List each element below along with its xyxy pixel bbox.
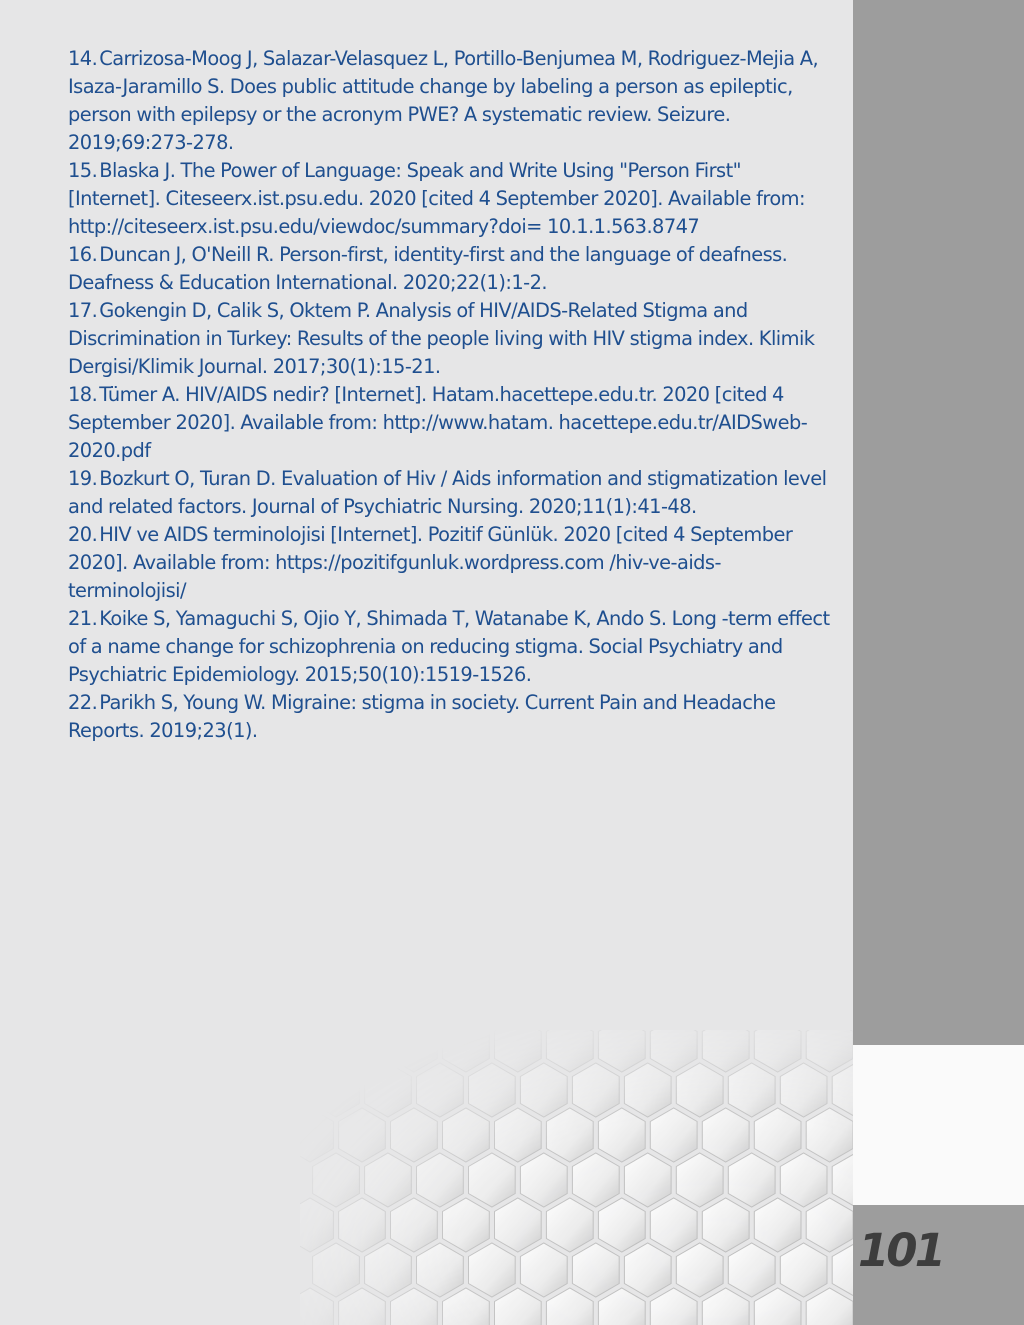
- hexagon-tile: [754, 1108, 801, 1162]
- hexagon-tile: [624, 1243, 671, 1297]
- hexagon-tile: [598, 1198, 645, 1252]
- hexagon-tile: [702, 1288, 749, 1325]
- hexagon-tile: [365, 1153, 412, 1207]
- hexagon-tile: [391, 1030, 438, 1072]
- reference-text: Bozkurt O, Turan D. Evaluation of Hiv / Aids information and stigmatization level and related factors. Journal of Psychiatric Nursing. 2020;11(1):41-48.: [68, 467, 827, 518]
- hexagon-tile: [520, 1063, 567, 1117]
- reference-item: [68, 465, 838, 521]
- hexagon-tile: [546, 1288, 593, 1325]
- hexagon-tile: [495, 1030, 542, 1072]
- hexagon-tile: [469, 1243, 516, 1297]
- reference-text: Gokengin D, Calik S, Oktem P. Analysis of HIV/AIDS-Related Stigma and Discrimination in Turkey: Results of the people living with HIV stigma index. Klimik Dergisi/Klimik Journal. 2017;30(1):15-21.: [68, 299, 815, 378]
- reference-text: Koike S, Yamaguchi S, Ojio Y, Shimada T, Watanabe K, Ando S. Long -term effect of a name change for schizophrenia on reducing stigma. Social Psychiatry and Psychiatric Epidemiology. 2015;50(10):1519-1526.: [68, 607, 830, 686]
- hexagon-tile: [780, 1243, 827, 1297]
- reference-number: 17.: [68, 299, 98, 322]
- reference-number: 20.: [68, 523, 98, 546]
- hexagon-tile: [598, 1288, 645, 1325]
- reference-text: HIV ve AIDS terminolojisi [Internet]. Pozitif Günlük. 2020 [cited 4 September 2020]. Available from: https://pozitifgunluk.wordpress.com /hiv-ve-aids-terminolojisi/: [68, 523, 793, 602]
- hexagon-tile: [702, 1108, 749, 1162]
- hexagon-tile: [546, 1030, 593, 1072]
- sidebar-band-top: [853, 0, 1024, 1045]
- hexagon-tile: [365, 1243, 412, 1297]
- hexagon-tile: [469, 1153, 516, 1207]
- hexagon-tile: [598, 1030, 645, 1072]
- reference-item: [68, 381, 838, 465]
- hexagon-tile: [754, 1198, 801, 1252]
- hexagon-tile: [754, 1030, 801, 1072]
- hexagon-tile: [572, 1063, 619, 1117]
- hexagon-tile: [598, 1108, 645, 1162]
- hexagon-tile: [806, 1288, 853, 1325]
- hexagon-tile: [391, 1108, 438, 1162]
- hexagon-tile: [728, 1243, 775, 1297]
- hexagon-tile: [339, 1108, 386, 1162]
- reference-number: 21.: [68, 607, 98, 630]
- hexagon-tile: [832, 1153, 853, 1207]
- hexagon-tile: [417, 1153, 464, 1207]
- reference-item: [68, 157, 838, 241]
- reference-number: 16.: [68, 243, 98, 266]
- hexagon-tile: [676, 1063, 723, 1117]
- hexagon-tile: [832, 1243, 853, 1297]
- hexagon-tile: [300, 1108, 333, 1162]
- page-number: 101: [858, 1224, 943, 1277]
- hexagon-tile: [624, 1153, 671, 1207]
- hexagon-tile: [339, 1288, 386, 1325]
- hexagon-tile: [313, 1243, 360, 1297]
- reference-number: 22.: [68, 691, 98, 714]
- hexagon-tile: [313, 1153, 360, 1207]
- hexagon-tile: [300, 1030, 333, 1072]
- hexagon-tile: [650, 1030, 697, 1072]
- hexagon-tile: [728, 1153, 775, 1207]
- hexagon-tile: [443, 1030, 490, 1072]
- hexagon-tile: [728, 1063, 775, 1117]
- reference-text: Parikh S, Young W. Migraine: stigma in society. Current Pain and Headache Reports. 2019;23(1).: [68, 691, 776, 742]
- hexagon-tile: [443, 1198, 490, 1252]
- hexagon-tile: [313, 1063, 360, 1117]
- hexagon-tile: [495, 1108, 542, 1162]
- hexagon-tile: [676, 1153, 723, 1207]
- reference-item: [68, 689, 838, 745]
- hexagon-tile: [702, 1198, 749, 1252]
- reference-text: Tümer A. HIV/AIDS nedir? [Internet]. Hatam.hacettepe.edu.tr. 2020 [cited 4 September 2020]. Available from: http://www.hatam. hacettepe.edu.tr/AIDSweb-2020.pdf: [68, 383, 808, 462]
- hexagon-pattern-decoration: [300, 1030, 853, 1325]
- hexagon-tile: [806, 1198, 853, 1252]
- reference-text: Blaska J. The Power of Language: Speak and Write Using "Person First" [Internet]. Citeseerx.ist.psu.edu. 2020 [cited 4 September 2020]. Available from: http://citeseerx.ist.psu.edu/viewdoc/summary?doi= 10.1.1.563.8747: [68, 159, 805, 238]
- hexagon-tile: [339, 1198, 386, 1252]
- hexagon-tile: [780, 1063, 827, 1117]
- hexagon-tile: [572, 1153, 619, 1207]
- reference-number: 18.: [68, 383, 98, 406]
- reference-number: 19.: [68, 467, 98, 490]
- hexagon-tile: [650, 1288, 697, 1325]
- hexagon-tile: [443, 1108, 490, 1162]
- hexagon-tile: [417, 1063, 464, 1117]
- hexagon-tile: [495, 1288, 542, 1325]
- hexagon-tile: [300, 1198, 333, 1252]
- reference-item: [68, 605, 838, 689]
- hexagon-tile: [780, 1153, 827, 1207]
- reference-list: [68, 45, 838, 745]
- sidebar-band-middle: [853, 1045, 1024, 1205]
- hexagon-tile: [650, 1198, 697, 1252]
- hexagon-tile: [702, 1030, 749, 1072]
- reference-item: [68, 241, 838, 297]
- reference-item: [68, 297, 838, 381]
- hexagon-tile: [676, 1243, 723, 1297]
- reference-item: [68, 521, 838, 605]
- reference-text: Carrizosa-Moog J, Salazar-Velasquez L, Portillo-Benjumea M, Rodriguez-Mejia A, Isaza-Jaramillo S. Does public attitude change by labeling a person as epileptic, person with epilepsy or the acronym PWE? A systematic review. Seizure. 2019;69:273-278.: [68, 47, 819, 154]
- hexagon-tile: [520, 1243, 567, 1297]
- reference-number: 14.: [68, 47, 98, 70]
- hexagon-tile: [832, 1063, 853, 1117]
- hexagon-tile: [572, 1243, 619, 1297]
- hexagon-tile: [546, 1198, 593, 1252]
- hexagon-tile: [365, 1063, 412, 1117]
- hexagon-tile: [650, 1108, 697, 1162]
- hexagon-tile: [754, 1288, 801, 1325]
- reference-item: [68, 45, 838, 157]
- hexagon-tile: [417, 1243, 464, 1297]
- hexagon-tile: [391, 1288, 438, 1325]
- hexagon-tile: [624, 1063, 671, 1117]
- hexagon-tile: [339, 1030, 386, 1072]
- reference-text: Duncan J, O'Neill R. Person-first, identity-first and the language of deafness. Deafness & Education International. 2020;22(1):1-2.: [68, 243, 788, 294]
- hexagon-tile: [546, 1108, 593, 1162]
- hexagon-tile: [806, 1108, 853, 1162]
- hexagon-tile: [391, 1198, 438, 1252]
- hexagon-tile: [300, 1288, 333, 1325]
- hexagon-tile: [806, 1030, 853, 1072]
- hexagon-tile: [495, 1198, 542, 1252]
- hexagon-tile: [469, 1063, 516, 1117]
- hexagon-tile: [443, 1288, 490, 1325]
- reference-number: 15.: [68, 159, 98, 182]
- hexagon-tile: [520, 1153, 567, 1207]
